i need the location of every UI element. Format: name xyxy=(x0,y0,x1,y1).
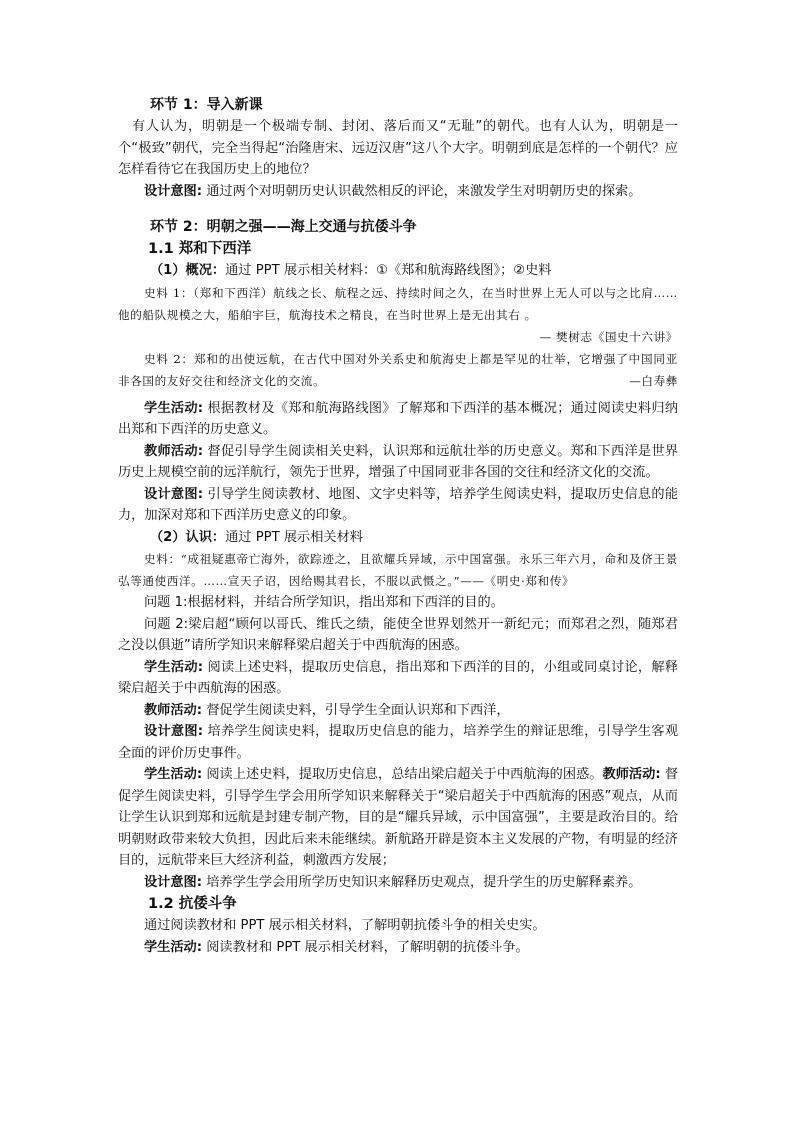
teacher-activity-2 xyxy=(118,700,678,722)
student-text: 阅读上述史料，提取历史信息，指出郑和下西洋的目的，小组或同桌讨论，解释梁启超关于中西航海的困惑。 xyxy=(118,659,679,696)
subsection-1-2-title: 1.2 抗倭斗争 xyxy=(148,896,237,912)
teacher-label: 教师活动: xyxy=(144,702,203,718)
anti-pirate-paragraph: 通过阅读教材和 PPT 展示相关材料，了解明朝抗倭斗争的相关史实。 xyxy=(144,918,546,933)
design-label: 设计意图: xyxy=(144,724,204,739)
student-activity-1 xyxy=(118,398,678,441)
student-label: 学生活动: xyxy=(144,939,203,955)
source-3: 史料：“成祖疑惠帝亡海外，欲踪迹之，且欲耀兵异域，示中国富强。永乐三年六月，命和及侪王景弘等通使西洋。……宣天子诏，因给赐其君长，不服以武慑之。”——《明史·郑和传》 xyxy=(118,552,678,588)
student-text: 阅读上述史料，提取历史信息，总结出梁启超关于中西航海的困惑。 xyxy=(206,767,603,782)
design-intent-4 xyxy=(118,872,678,894)
source-1-citation: — 樊树志《国史十六讲》 xyxy=(539,329,678,344)
overview-label: （1）概况： xyxy=(150,263,226,278)
design-label: 设计意图: xyxy=(144,874,203,890)
source-2-text: 史料 2：郑和的出使远航，在古代中国对外关系史和航海史上都是罕见的壮举，它增强了中国同亚非各国的友好交往和经济文化的交流。 xyxy=(118,351,678,388)
student-label: 学生活动: xyxy=(144,767,203,782)
understanding-text: 通过 PPT 展示相关材料 xyxy=(225,529,363,545)
teacher-text: 督促引导学生阅读相关史料，认识郑和远航壮举的历史意义。郑和下西洋是世界历史上规模空前的远洋航行，领先于世界，增强了中国同亚非各国的交往和经济文化的交流。 xyxy=(118,443,679,480)
understanding-line xyxy=(118,527,678,549)
design-label: 设计意图: xyxy=(144,486,204,502)
design-intent-1 xyxy=(118,181,678,203)
source-2 xyxy=(118,348,678,392)
design-intent-3 xyxy=(118,721,678,764)
design-text: 通过两个对明朝历史认识截然相反的评论，来激发学生对明朝历史的探索。 xyxy=(206,183,642,199)
design-label: 设计意图: xyxy=(144,183,203,199)
teacher-label: 教师活动: xyxy=(602,767,661,782)
understanding-label: （2）认识： xyxy=(150,529,226,545)
student-text: 阅读教材和 PPT 展示相关材料，了解明朝的抗倭斗争。 xyxy=(206,939,529,955)
student-teacher-activity-3 xyxy=(118,764,678,872)
section-1-paragraph: 有人认为，明朝是一个极端专制、封闭、落后而又“无耻”的朝代。也有人认为，明朝是一个“极致”朝代，完全当得起“治隆唐宋、远迈汉唐”这八个大字。明朝到底是怎样的一个朝代？应怎样看待它在我国历史上的地位？ xyxy=(118,119,678,177)
student-text: 根据教材及《郑和航海路线图》了解郑和下西洋的基本概况；通过阅读史料归纳出郑和下西洋的历史意义。 xyxy=(118,400,679,437)
source-2-citation: —白寿彝 xyxy=(629,373,678,388)
section-2-title: 环节 2：明朝之强——海上交通与抗倭斗争 xyxy=(150,219,417,235)
subsection-1-1-title: 1.1 郑和下西洋 xyxy=(148,241,252,257)
section-1-title: 环节 1：导入新课 xyxy=(150,97,263,113)
teacher-activity-1 xyxy=(118,441,678,484)
teacher-text: 督促学生阅读史料，引导学生学会用所学知识来解释关于“梁启超关于中西航海的困惑”观点，从而让学生认识到郑和远航是封建专制产物，目的是“耀兵异域，示中国富强”，主要是政治目的。给明朝财政带来较大负担，因此后来未能继续。新航路开辟是资本主义发展的产物，有明显的经济目的，远航带来巨大经济利益，刺激西方发展； xyxy=(118,767,679,868)
student-label: 学生活动: xyxy=(144,400,204,416)
document-body xyxy=(118,94,678,958)
overview-text: 通过 PPT 展示相关材料：①《郑和航海路线图》；②史料 xyxy=(225,263,552,278)
teacher-text: 督促学生阅读史料，引导学生全面认识郑和下西洋， xyxy=(206,702,510,718)
student-activity-4 xyxy=(118,937,678,959)
overview-line xyxy=(118,260,678,282)
design-text: 培养学生学会用所学历史知识来解释历史观点，提升学生的历史解释素养。 xyxy=(206,874,642,890)
question-2: 问题 2:梁启超“顾何以哥氏、维氏之绩，能使全世界划然开一新纪元；而郑君之烈，随郑君之没以俱逝”请所学知识来解释梁启超关于中西航海的困惑。 xyxy=(118,616,678,653)
design-intent-2 xyxy=(118,484,678,527)
source-1: 史料 1：（郑和下西洋）航线之长、航程之远、持续时间之久，在当时世界上无人可以与之比肩……他的船队规模之大，船舶宇巨，航海技术之精良，在当时世界上是无出其右 。 xyxy=(118,285,678,322)
student-activity-2 xyxy=(118,657,678,700)
design-text: 引导学生阅读教材、地图、文字史料等，培养学生阅读史料，提取历史信息的能力，加深对郑和下西洋历史意义的印象。 xyxy=(118,486,679,523)
design-text: 培养学生阅读史料，提取历史信息的能力，培养学生的辩证思维，引导学生客观全面的评价历史事件。 xyxy=(118,724,679,761)
question-1: 问题 1:根据材料，并结合所学知识，指出郑和下西洋的目的。 xyxy=(144,595,504,610)
teacher-label: 教师活动: xyxy=(144,443,204,459)
student-label: 学生活动: xyxy=(144,659,204,675)
